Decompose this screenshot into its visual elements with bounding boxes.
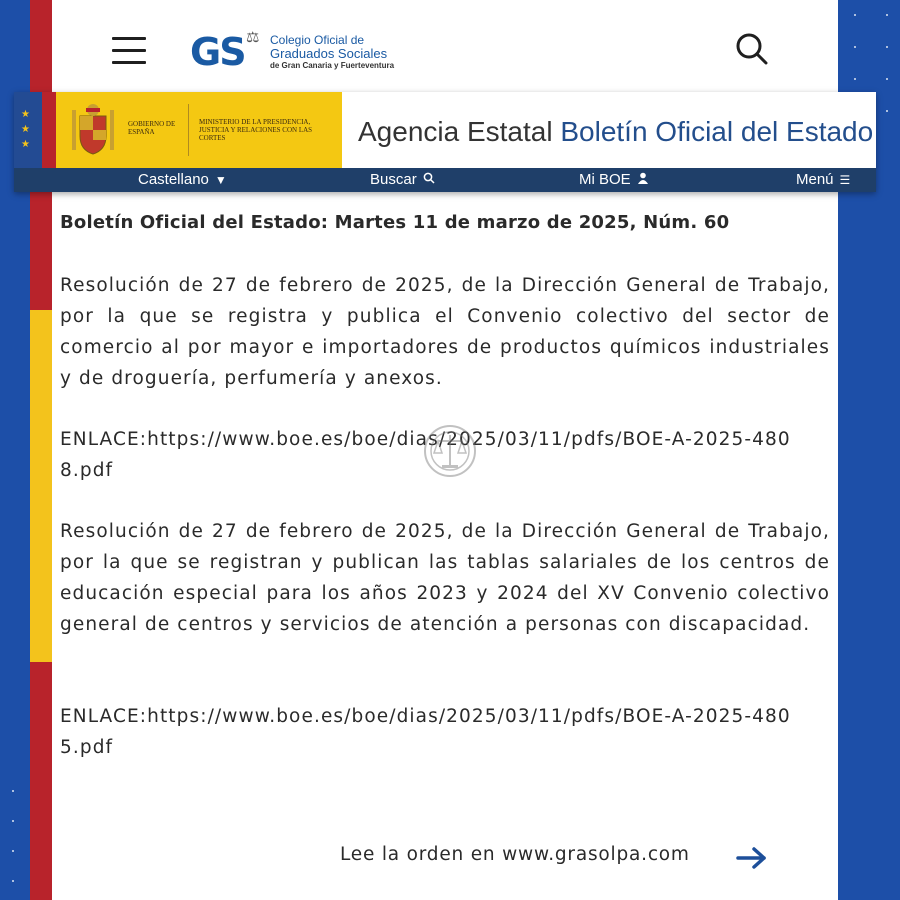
language-label: Castellano xyxy=(138,171,209,188)
mi-boe-label: Mi BOE xyxy=(579,171,631,188)
page-title: Boletín Oficial del Estado: Martes 11 de marzo de 2025, Núm. 60 xyxy=(60,212,730,233)
search-icon xyxy=(423,172,435,187)
logo-mark: GS xyxy=(190,30,245,74)
language-selector[interactable] xyxy=(138,171,227,188)
search-icon[interactable] xyxy=(735,32,769,66)
logo-line-1: Colegio Oficial de xyxy=(270,33,365,47)
flag-stripe-yellow xyxy=(30,310,52,662)
boe-nav-bar xyxy=(14,168,876,192)
arrow-right-icon[interactable] xyxy=(736,846,768,870)
seal-icon xyxy=(420,423,480,479)
boe-title-agency: Agencia Estatal xyxy=(358,116,553,147)
resolution-2-link[interactable]: ENLACE:https://www.boe.es/boe/dias/2025/03/11/pdfs/BOE-A-2025-4805.pdf xyxy=(60,706,791,758)
resolution-2-text: Resolución de 27 de febrero de 2025, de la Dirección General de Trabajo, por la que se registran y publican las tablas salariales de los centros de educación especial para los años 2023 y 2024 del XV Convenio colectivo general de centros y servicios de atención a personas con discapacidad. xyxy=(60,521,830,635)
banner-divider xyxy=(188,104,189,156)
scales-icon: ⚖ xyxy=(246,28,260,46)
colegio-logo[interactable] xyxy=(190,28,410,74)
logo-line-3: de Gran Canaria y Fuerteventura xyxy=(270,61,395,70)
resolution-1-text: Resolución de 27 de febrero de 2025, de la Dirección General de Trabajo, por la que se registra y publica el Convenio colectivo del sector de comercio al por mayor e importadores de productos químicos industriales y de droguería, perfumería y anexos. xyxy=(60,275,830,389)
caret-down-icon: ▼ xyxy=(214,173,227,187)
boe-title-name: Boletín Oficial del Estado xyxy=(560,116,874,147)
menu-icon: ☰ xyxy=(839,173,851,187)
menu-icon[interactable] xyxy=(112,37,146,65)
boe-menu-button[interactable] xyxy=(796,171,850,188)
boe-search-button[interactable] xyxy=(370,171,435,188)
boe-search-label: Buscar xyxy=(370,171,417,188)
post-content xyxy=(60,208,830,758)
ministerio-label: MINISTERIO DE LA PRESIDENCIA, JUSTICIA Y RELACIONES CON LAS CORTES xyxy=(199,118,313,142)
gobierno-label: GOBIERNO DE ESPAÑA xyxy=(128,120,176,136)
boe-header xyxy=(14,92,876,168)
footer-cta[interactable]: Lee la orden en www.grasolpa.com xyxy=(340,844,690,865)
coat-of-arms-icon xyxy=(68,102,118,158)
mi-boe-link[interactable] xyxy=(579,171,649,188)
logo-line-2: Graduados Sociales xyxy=(270,46,388,61)
spain-stripe-red xyxy=(42,92,56,168)
user-icon xyxy=(637,172,649,187)
boe-menu-label: Menú xyxy=(796,171,834,188)
boe-title xyxy=(358,116,873,148)
eu-flag: ★ ★ ★ xyxy=(14,92,42,168)
resolution-1-link[interactable]: ENLACE:https://www.boe.es/boe/dias/2025/03/11/pdfs/BOE-A-2025-4808.pdf xyxy=(60,429,791,481)
boe-banner xyxy=(14,92,876,192)
